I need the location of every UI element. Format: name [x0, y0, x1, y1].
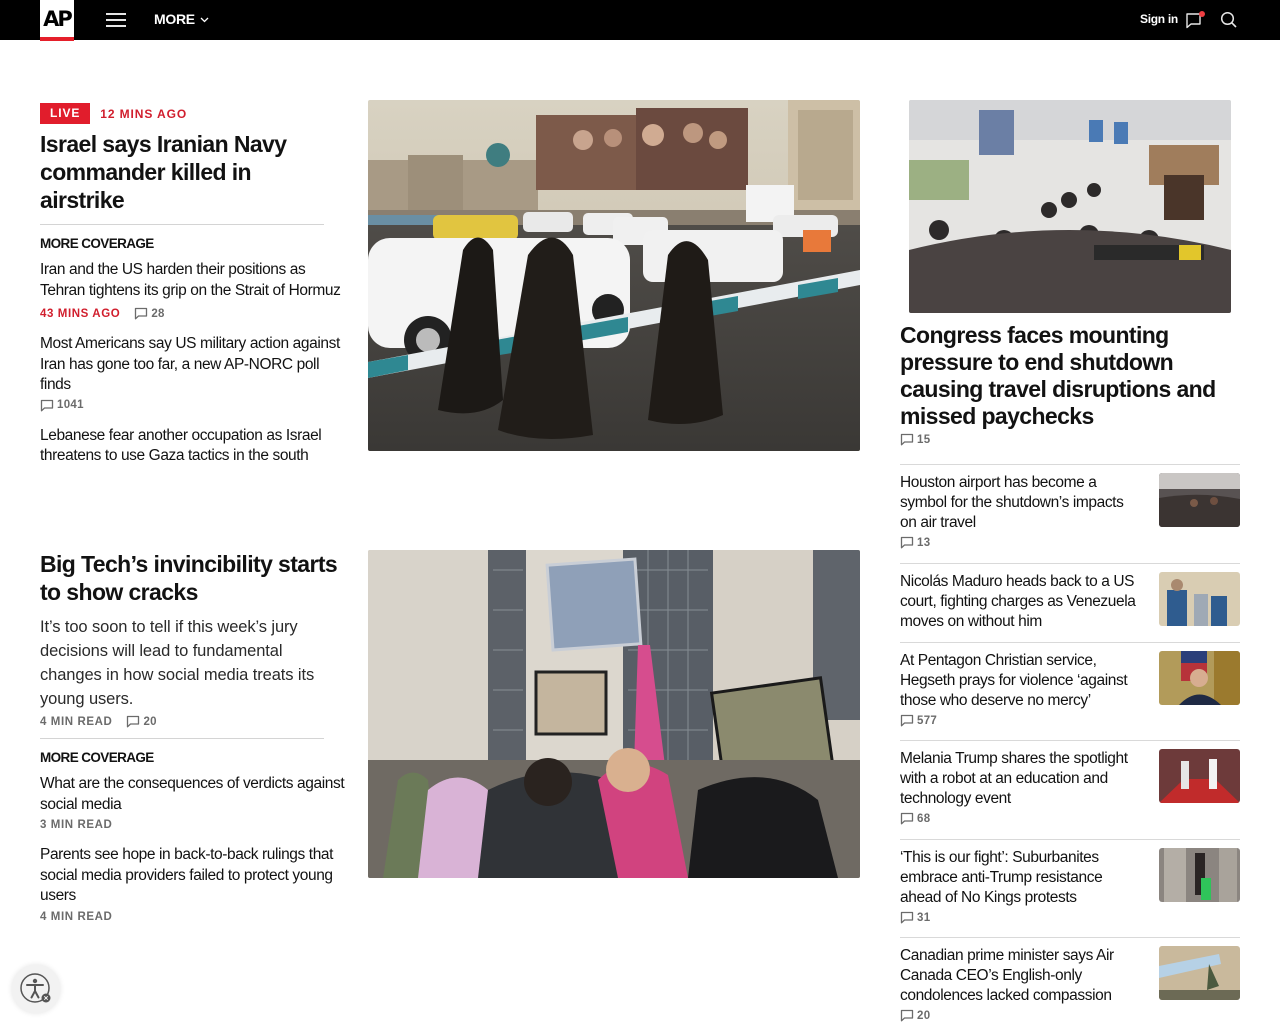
comment-count[interactable]: 68: [900, 812, 930, 825]
read-time: 4 MIN READ: [40, 715, 113, 728]
related-story-link[interactable]: Most Americans say US military action against Iran has gone too far, a new AP-NORC poll finds: [40, 335, 340, 393]
story-list-item: [900, 937, 1240, 1024]
comment-count[interactable]: 13: [900, 536, 930, 549]
story-big-tech: [40, 550, 350, 923]
search-icon: [1220, 11, 1238, 29]
chevron-down-icon: [200, 17, 209, 23]
headline-link[interactable]: Israel says Iranian Navy commander killed in airstrike: [40, 131, 287, 213]
right-column-stories: [900, 322, 1240, 1024]
comment-icon: [900, 714, 914, 727]
live-badge: LIVE: [40, 103, 90, 124]
lead-story-photo[interactable]: [368, 100, 860, 451]
story-link[interactable]: At Pentagon Christian service, Hegseth prays for violence ‘against those who deserve no mercy’: [900, 652, 1128, 709]
sign-in-link[interactable]: Sign in: [1140, 12, 1178, 26]
more-label: MORE: [154, 11, 195, 27]
story-thumbnail[interactable]: [1159, 848, 1240, 902]
hegseth-photo-image: [1159, 651, 1240, 705]
comment-icon: [134, 307, 148, 320]
divider: [40, 738, 324, 739]
story-thumbnail[interactable]: [1159, 473, 1240, 527]
comment-icon: [900, 536, 914, 549]
story-thumbnail[interactable]: [1159, 572, 1240, 626]
notification-dot: [1199, 11, 1205, 17]
more-menu-button[interactable]: [154, 11, 209, 27]
comment-count[interactable]: 31: [900, 911, 930, 924]
related-story-link[interactable]: Iran and the US harden their positions as Tehran tightens its grip on the Strait of Hormuz: [40, 261, 341, 299]
story-link[interactable]: Houston airport has become a symbol for the shutdown’s impacts on air travel: [900, 474, 1124, 531]
story-thumbnail[interactable]: [1159, 749, 1240, 803]
comment-count[interactable]: 20: [126, 715, 156, 728]
headline-link[interactable]: Big Tech’s invincibility starts to show cracks: [40, 551, 338, 605]
melania-robot-image: [1159, 749, 1240, 803]
comment-icon: [900, 433, 914, 446]
story-link[interactable]: Canadian prime minister says Air Canada CEO’s English-only condolences lacked compassion: [900, 947, 1114, 1004]
lead-story-iran: [40, 103, 350, 467]
logo-text: AP: [43, 7, 71, 31]
divider: [40, 224, 324, 225]
comment-count[interactable]: 28: [134, 307, 164, 320]
comment-count[interactable]: 20: [900, 1009, 930, 1022]
comment-icon: [40, 399, 54, 412]
story-link[interactable]: Nicolás Maduro heads back to a US court, fighting charges as Venezuela moves on without him: [900, 573, 1136, 630]
story-list-item: [900, 642, 1240, 740]
story-timestamp: 43 MINS AGO: [40, 307, 121, 320]
related-story: [40, 426, 350, 467]
airport-crowd-image: [909, 100, 1231, 313]
airport-thumbnail-image: [1159, 473, 1240, 527]
story-thumbnail[interactable]: [1159, 651, 1240, 705]
shutdown-story-photo[interactable]: [909, 100, 1231, 313]
comment-icon: [900, 812, 914, 825]
related-story: [40, 774, 350, 831]
big-tech-story-photo[interactable]: [368, 550, 860, 878]
story-timestamp: 12 MINS AGO: [100, 106, 188, 121]
related-story: [40, 260, 350, 320]
more-coverage-label: MORE COVERAGE: [40, 236, 154, 251]
air-canada-plane-image: [1159, 946, 1240, 1000]
story-summary: It’s too soon to tell if this week’s jury decisions will lead to fundamental changes in how social media treats its young users.: [40, 618, 315, 708]
search-button[interactable]: [1220, 11, 1238, 29]
story-thumbnail[interactable]: [1159, 946, 1240, 1000]
street-scene-image: [368, 100, 860, 451]
story-link[interactable]: Melania Trump shares the spotlight with a robot at an education and technology event: [900, 750, 1128, 807]
comment-count[interactable]: 15: [900, 433, 930, 446]
comment-count[interactable]: 1041: [40, 399, 84, 412]
story-list-item: [900, 740, 1240, 839]
protester-photo-image: [1159, 848, 1240, 902]
courtroom-sketch-image: [1159, 572, 1240, 626]
headline-link[interactable]: Congress faces mounting pressure to end shutdown causing travel disruptions and missed paychecks: [900, 322, 1216, 429]
read-time: 4 MIN READ: [40, 910, 113, 923]
accessibility-button[interactable]: [12, 965, 60, 1013]
story-list-item: [900, 464, 1240, 563]
related-story-link[interactable]: Lebanese fear another occupation as Israel threatens to use Gaza tactics in the south: [40, 426, 322, 464]
story-list-item: [900, 839, 1240, 937]
comment-icon: [900, 1009, 914, 1022]
related-story: [40, 334, 350, 412]
accessibility-icon: [19, 972, 53, 1006]
comment-icon: [900, 911, 914, 924]
hamburger-icon[interactable]: [106, 13, 126, 27]
comment-count[interactable]: 577: [900, 714, 937, 727]
related-story-link[interactable]: What are the consequences of verdicts against social media: [40, 775, 345, 813]
story-link[interactable]: ‘This is our fight’: Suburbanites embrace anti-Trump resistance ahead of No Kings protests: [900, 849, 1103, 906]
top-navigation-bar: [0, 0, 1280, 40]
comment-icon: [126, 715, 140, 728]
related-story: [40, 845, 350, 923]
ap-logo[interactable]: [40, 0, 74, 41]
notifications-button[interactable]: [1185, 11, 1205, 29]
story-list-item: [900, 563, 1240, 642]
read-time: 3 MIN READ: [40, 819, 113, 831]
related-story-link[interactable]: Parents see hope in back-to-back rulings that social media providers failed to protect young users: [40, 846, 334, 904]
more-coverage-label: MORE COVERAGE: [40, 750, 154, 765]
courthouse-photo-image: [368, 550, 860, 878]
